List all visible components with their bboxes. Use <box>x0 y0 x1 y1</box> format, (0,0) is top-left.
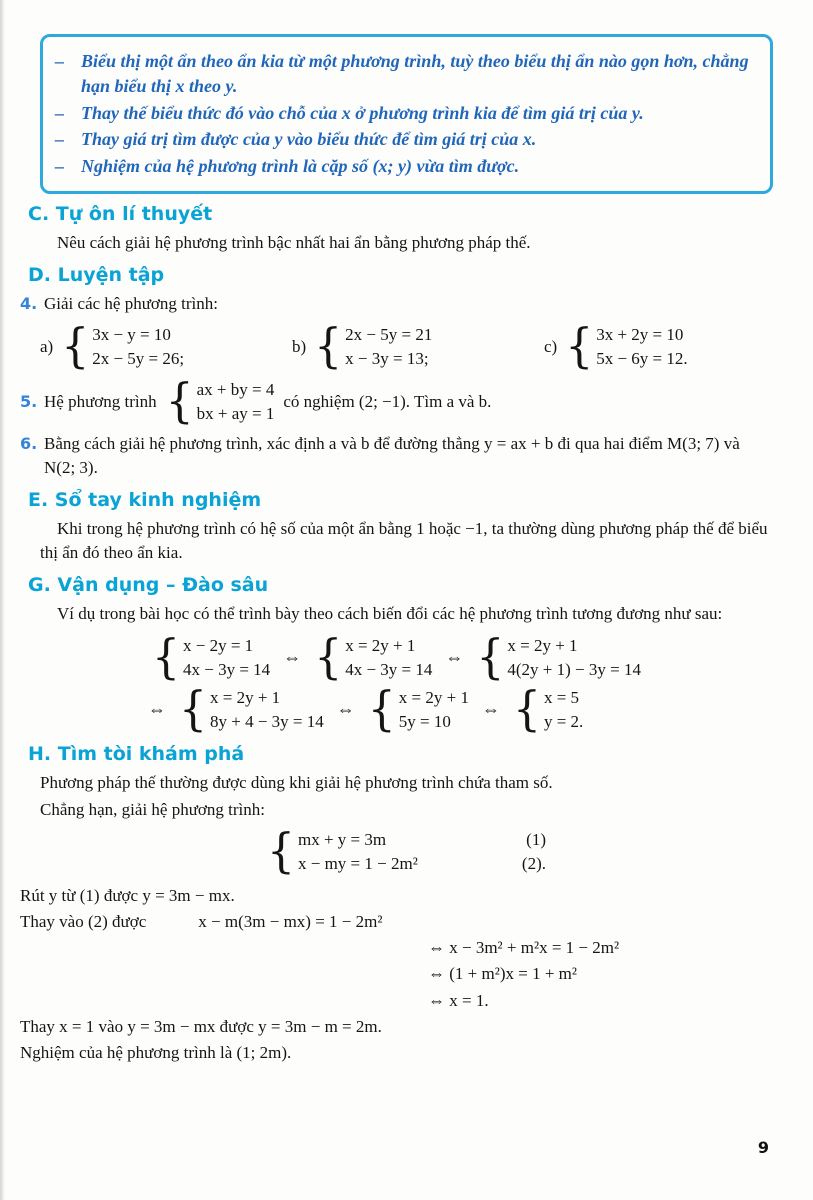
equation-system <box>512 682 584 737</box>
section-title-g: G. Vận dụng – Đào sâu <box>28 574 269 597</box>
equation-tag: (2). <box>521 854 546 874</box>
system-a-label: a) <box>40 336 54 356</box>
summary-item <box>55 101 754 126</box>
equation-system <box>61 319 185 374</box>
equation-stack <box>298 828 546 876</box>
brace-icon: { <box>61 319 90 374</box>
equation-line: 2x − 5y = 21 <box>345 324 433 344</box>
equation-line <box>298 828 546 852</box>
equivalence-arrow-icon: ⇔ <box>148 699 166 720</box>
equation-line: x = 2y + 1 <box>345 636 416 656</box>
page-number: 9 <box>757 1138 769 1158</box>
equation-expr: x − my = 1 − 2m² <box>298 854 418 874</box>
equivalence-arrow-icon: ⇔ <box>481 699 500 720</box>
equation-system <box>179 682 324 737</box>
equation-system <box>314 319 433 374</box>
equation-stack <box>345 634 432 682</box>
equation-stack <box>507 634 641 682</box>
equation-line: bx + ay = 1 <box>196 403 275 423</box>
equation-system <box>565 319 688 374</box>
exercise-4-prompt: Giải các hệ phương trình: <box>44 293 218 313</box>
brace-icon: { <box>314 319 343 374</box>
equation-line: x − 2y = 1 <box>183 636 254 656</box>
exercise-5 <box>20 374 773 429</box>
summary-item <box>55 127 754 152</box>
brace-icon: { <box>565 319 594 374</box>
summary-item <box>55 154 754 179</box>
solution-step-5: ⇔ x = 1. <box>428 990 489 1010</box>
system-b <box>292 319 544 374</box>
brace-icon: { <box>179 682 207 737</box>
exercise-5-number: 5. <box>20 392 38 412</box>
system-c-label: c) <box>544 336 558 356</box>
brace-icon: { <box>476 630 505 685</box>
equation-line: 8y + 4 − 3y = 14 <box>210 712 324 732</box>
exercise-6 <box>20 432 773 480</box>
solution-step-6: Thay x = 1 vào y = 3m − mx được y = 3m − m = 2m. <box>20 1016 382 1036</box>
exercise-5-pre-text: Hệ phương trình <box>44 391 157 411</box>
equation-tag: (1) <box>526 830 546 850</box>
section-title-c: C. Tự ôn lí thuyết <box>28 203 213 226</box>
equivalence-row-2 <box>135 682 773 737</box>
equation-stack <box>345 323 432 371</box>
equation-line: ax + by = 4 <box>196 379 275 399</box>
equation-line: 4x − 3y = 14 <box>345 660 433 680</box>
section-g-intro: Ví dụ trong bài học có thể trình bày theo cách biến đổi các hệ phương trình tương đương như sau: <box>57 603 723 623</box>
summary-text: Thay thế biểu thức đó vào chỗ của x ở phương trình kia để tìm giá trị của y. <box>81 102 644 123</box>
exercise-4-number: 4. <box>20 293 38 313</box>
equivalence-arrow-icon: ⇔ <box>283 647 302 668</box>
solution-step-2 <box>20 910 773 934</box>
equation-stack <box>210 686 324 734</box>
dash-bullet-icon: – <box>55 156 64 177</box>
equation-line: x = 2y + 1 <box>507 636 578 656</box>
brace-icon: { <box>367 682 396 737</box>
equation-system <box>476 630 641 685</box>
equation-line: x − 3y = 13; <box>345 348 429 368</box>
solution-step-1: Rút y từ (1) được y = 3m − mx. <box>20 886 235 906</box>
section-title-e: E. Sổ tay kinh nghiệm <box>28 489 262 512</box>
equivalence-row-1 <box>152 630 773 685</box>
equation-line: 3x − y = 10 <box>92 324 171 344</box>
system-c <box>544 319 688 374</box>
equation-system <box>314 630 433 685</box>
equation-stack <box>92 323 184 371</box>
exercise-4-systems-row <box>40 319 773 374</box>
equation-line: x = 2y + 1 <box>398 688 469 708</box>
summary-text: Biểu thị một ẩn theo ẩn kia từ một phương trình, tuỳ theo biểu thị ẩn nào gọn hơn, chẳng hạn biểu thị x theo y. <box>81 51 749 96</box>
summary-box <box>40 34 773 194</box>
equation-stack <box>183 634 270 682</box>
brace-icon: { <box>152 630 180 685</box>
equation-system <box>267 824 546 879</box>
exercise-6-number: 6. <box>20 433 38 453</box>
equation-stack <box>544 686 583 734</box>
equation-line: 2x − 5y = 26; <box>92 348 185 368</box>
parametric-system <box>40 824 773 879</box>
exercise-5-post-text: có nghiệm (2; −1). Tìm a và b. <box>283 391 492 411</box>
dash-bullet-icon: – <box>55 51 64 71</box>
equation-line: 4(2y + 1) − 3y = 14 <box>507 660 641 680</box>
equivalence-arrow-icon: ⇔ <box>445 647 464 668</box>
dash-bullet-icon: – <box>55 102 64 123</box>
brace-icon: { <box>314 630 343 685</box>
exercise-4 <box>20 292 773 316</box>
summary-item <box>55 49 754 99</box>
summary-text: Thay giá trị tìm được của y vào biểu thức để tìm giá trị của x. <box>81 129 537 150</box>
solution-step-4: ⇔ (1 + m²)x = 1 + m² <box>428 964 577 984</box>
equation-stack <box>197 378 275 426</box>
equation-system <box>152 630 271 685</box>
equation-line: 5x − 6y = 12. <box>596 348 688 368</box>
equation-line: x = 5 <box>543 688 580 708</box>
equation-line: 4x − 3y = 14 <box>183 660 271 680</box>
equation-expr: mx + y = 3m <box>298 830 387 850</box>
section-c-body: Nêu cách giải hệ phương trình bậc nhất hai ẩn bằng phương pháp thế. <box>57 232 531 252</box>
exercise-5-body <box>44 374 773 429</box>
section-e-body: Khi trong hệ phương trình có hệ số của một ẩn bằng 1 hoặc −1, ta thường dùng phương pháp thế để biểu thị ẩn đó theo ẩn kia. <box>40 518 768 563</box>
equation-line: x = 2y + 1 <box>210 688 281 708</box>
equation-line: y = 2. <box>543 712 584 732</box>
section-title-h: H. Tìm tòi khám phá <box>28 743 245 766</box>
equation-line <box>298 852 546 876</box>
dash-bullet-icon: – <box>55 129 64 150</box>
brace-icon: { <box>267 824 295 879</box>
equation-stack <box>596 323 687 371</box>
solution-step-2-expr: x − m(3m − mx) = 1 − 2m² <box>198 912 383 932</box>
equation-stack <box>399 686 469 734</box>
brace-icon: { <box>512 682 541 737</box>
solution-step-3: ⇔ x − 3m² + m²x = 1 − 2m² <box>428 938 620 958</box>
section-h-line1: Phương pháp thế thường được dùng khi giải hệ phương trình chứa tham số. <box>40 772 553 792</box>
summary-text: Nghiệm của hệ phương trình là cặp số (x; y) vừa tìm được. <box>81 156 520 177</box>
equation-system <box>165 374 275 429</box>
equation-line: 3x + 2y = 10 <box>596 324 684 344</box>
section-title-d: D. Luyện tập <box>28 264 165 287</box>
equivalence-arrow-icon: ⇔ <box>336 699 355 720</box>
section-h-line2: Chẳng hạn, giải hệ phương trình: <box>40 799 266 819</box>
solution-step-7: Nghiệm của hệ phương trình là (1; 2m). <box>20 1042 292 1062</box>
brace-icon: { <box>165 374 194 429</box>
system-a <box>40 319 292 374</box>
equation-line: 5y = 10 <box>398 712 451 732</box>
solution-step-2-label: Thay vào (2) được <box>20 912 147 932</box>
system-b-label: b) <box>292 336 307 356</box>
equation-system <box>367 682 469 737</box>
exercise-6-text: Bằng cách giải hệ phương trình, xác định a và b để đường thẳng y = ax + b đi qua hai điểm M(3; 7) và N(2; 3). <box>44 433 740 478</box>
